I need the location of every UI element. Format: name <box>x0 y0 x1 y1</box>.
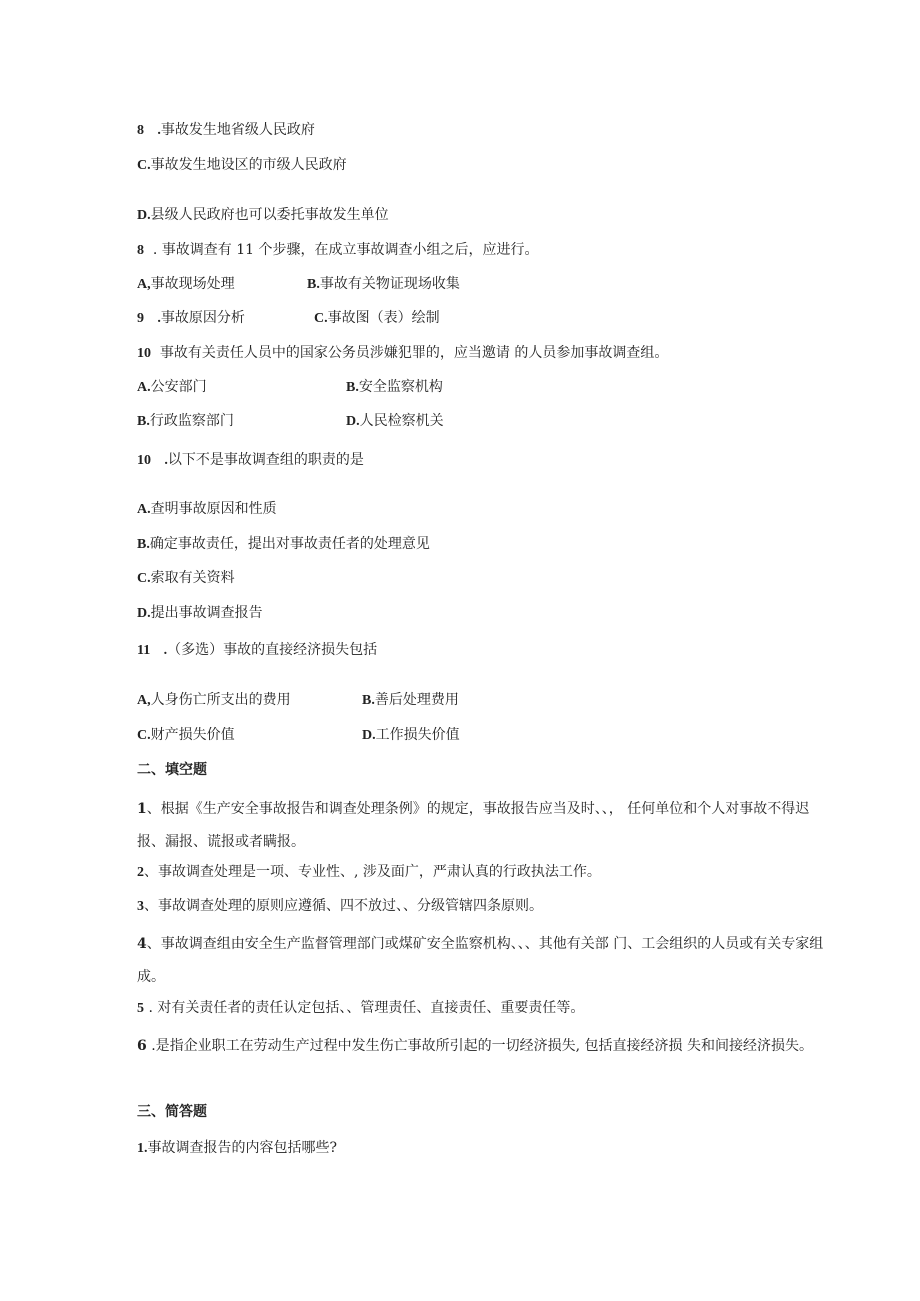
question-line: 10 .以下不是事故调查组的职责的是 <box>137 452 364 468</box>
option-line <box>137 568 235 589</box>
option-line <box>362 690 459 711</box>
option-text: 公安部门 <box>150 379 207 395</box>
item-number: 3 <box>137 899 144 914</box>
item-text: 、事故调查处理的原则应遵循、四不放过、、分级管辖四条原则。 <box>144 898 543 914</box>
option-line <box>137 205 389 226</box>
option-text: 事故现场处理 <box>150 276 235 292</box>
option-text: 善后处理费用 <box>374 692 459 708</box>
option-text: 人身伤亡所支出的费用 <box>150 692 291 708</box>
option-line <box>137 411 234 432</box>
question-text: 事故发生地省级人民政府 <box>160 122 315 138</box>
fill-item <box>137 1029 837 1064</box>
item-number: 4 <box>137 936 147 952</box>
option-text: 事故发生地设区的市级人民政府 <box>150 157 347 173</box>
item-number: 5 <box>137 1001 144 1016</box>
question-line: 9 .事故原因分析 <box>137 310 245 326</box>
question-number: 8 <box>137 243 144 258</box>
option-text: 事故图（表）绘制 <box>327 310 440 326</box>
item-text: 事故调查报告的内容包括哪些? <box>147 1140 338 1156</box>
option-letter: A. <box>137 380 151 395</box>
option-line <box>314 308 440 329</box>
option-letter: B. <box>362 693 375 708</box>
short-answer-item <box>137 1138 337 1159</box>
option-text: 行政监察部门 <box>149 413 234 429</box>
question-number: 8 <box>137 123 144 138</box>
fill-item <box>137 896 543 917</box>
option-line <box>137 274 235 295</box>
option-text: 人民检察机关 <box>359 413 444 429</box>
option-letter: C. <box>137 571 151 586</box>
option-line <box>307 274 460 295</box>
item-text: 、事故调查处理是一项、专业性、, 涉及面广，严肃认真的行政执法工作。 <box>144 864 601 880</box>
option-letter: A. <box>137 502 151 517</box>
fill-item <box>137 862 601 883</box>
option-letter: C. <box>137 728 151 743</box>
option-text: 提出事故调查报告 <box>150 605 263 621</box>
option-letter: C. <box>314 311 328 326</box>
option-text: 确定事故责任，提出对事故责任者的处理意见 <box>149 536 430 552</box>
fill-item <box>137 793 837 859</box>
item-number: 1 <box>137 801 147 817</box>
option-letter: C. <box>137 158 151 173</box>
option-text: 事故有关物证现场收集 <box>319 276 460 292</box>
option-text: 索取有关资料 <box>150 570 235 586</box>
item-text: 、事故调查组由安全生产监督管理部门或煤矿安全监察机构、、、其他有关部 门、工会组织的人员或有关专家组成。 <box>137 936 824 985</box>
item-text: 、根据《生产安全事故报告和调查处理条例》的规定，事故报告应当及时、、， 任何单位和个人对事故不得迟报、漏报、谎报或者瞒报。 <box>137 801 810 850</box>
question-text: . 事故调查有 11 个步骤，在成立事故调查小组之后，应进行。 <box>152 242 539 258</box>
item-number: 1. <box>137 1141 148 1156</box>
option-line <box>137 155 347 176</box>
option-line <box>137 725 235 746</box>
option-letter: D. <box>137 208 151 223</box>
item-number: 2 <box>137 865 144 880</box>
option-letter: D. <box>137 606 151 621</box>
option-letter: B. <box>307 277 320 292</box>
question-number: 9 <box>137 311 144 326</box>
question-text: （多选）事故的直接经济损失包括 <box>167 642 378 658</box>
option-letter: A, <box>137 693 151 708</box>
question-text: 事故有关责任人员中的国家公务员涉嫌犯罪的，应当邀请 的人员参加事故调查组。 <box>159 345 669 361</box>
option-letter: B. <box>137 537 150 552</box>
option-line <box>362 725 460 746</box>
question-line: 8 .事故发生地省级人民政府 <box>137 122 315 138</box>
option-line <box>137 377 207 398</box>
question-text: 以下不是事故调查组的职责的是 <box>167 452 364 468</box>
option-line <box>137 690 291 711</box>
section-heading-fill-in: 二、填空题 <box>137 762 207 778</box>
option-line <box>346 377 443 398</box>
question-line: 11 .（多选）事故的直接经济损失包括 <box>137 642 378 658</box>
option-letter: D. <box>362 728 376 743</box>
option-text: 工作损失价值 <box>375 727 460 743</box>
option-letter: B. <box>137 414 150 429</box>
item-text: . 对有关责任者的责任认定包括、、管理责任、直接责任、重要责任等。 <box>144 1000 585 1016</box>
option-line <box>137 534 430 555</box>
question-number: 11 <box>137 643 151 658</box>
question-line <box>137 343 668 364</box>
fill-item <box>137 928 837 994</box>
option-text: 安全监察机构 <box>358 379 443 395</box>
item-number: 6 <box>137 1038 147 1054</box>
option-letter: A, <box>137 277 151 292</box>
option-line <box>346 411 444 432</box>
option-letter: D. <box>346 414 360 429</box>
fill-item <box>137 998 584 1019</box>
option-text: 县级人民政府也可以委托事故发生单位 <box>150 207 389 223</box>
option-text: 财产损失价值 <box>150 727 235 743</box>
item-text: .是指企业职工在劳动生产过程中发生伤亡事故所引起的一切经济损失, 包括直接经济损 失和间接经济损失。 <box>146 1038 813 1054</box>
option-line <box>137 603 263 624</box>
option-letter: B. <box>346 380 359 395</box>
option-line <box>137 499 277 520</box>
question-number: 10 <box>137 346 151 361</box>
section-heading-short-answer: 三、简答题 <box>137 1104 207 1120</box>
question-line <box>137 240 539 261</box>
option-text: 查明事故原因和性质 <box>150 501 277 517</box>
question-number: 10 <box>137 453 151 468</box>
question-text: 事故原因分析 <box>160 310 245 326</box>
